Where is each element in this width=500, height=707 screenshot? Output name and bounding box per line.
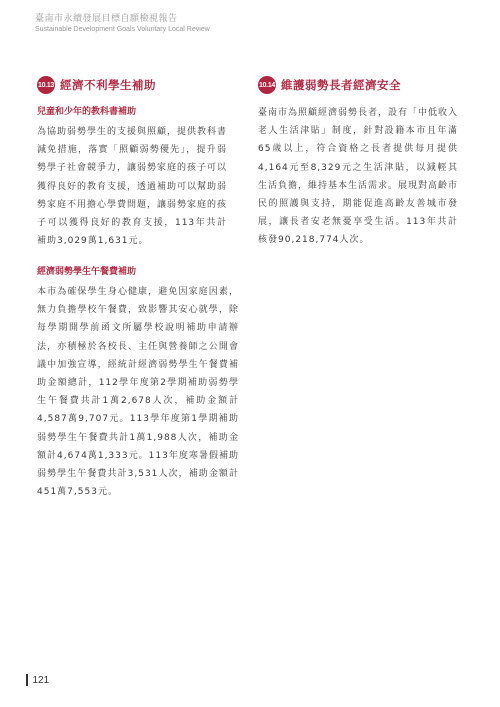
report-title: 臺南市永續發展目標自願檢視報告 <box>35 14 178 24</box>
paragraph-elderly: 臺南市為照顧經濟弱勢長者，設有「中低收入老人生活津貼」制度，針對設籍本市且年滿65歲以上，符合資格之長者提供每月提供4,164元至8,329元之生活津貼，以減輕其生活負擔，維持基本生活需求。展現對高齡市民的照護與支持，期能促進高齡友善城市發展，讓長者安老無憂享受生活。113年共計核發90,218,774人次。 <box>258 108 459 246</box>
section-number-badge: 10.14 <box>258 76 276 94</box>
paragraph-lunch: 本市為確保學生身心健康，避免因家庭因素，無力負擔學校午餐費，致影響其安心就學，除每學期開學前函文所屬學校說明補助申請辦法，亦積極於各校長、主任與營養師之公開會議中加強宣導，經統計經濟弱勢學生午餐費補助金額總計，112學年度第2學期補助弱勢學生午餐費共計1萬2,678人次，補助金額計4,587萬9,707元。113學年度第1學期補助弱勢學生午餐費共計1萬1,988人次，補助金額計4,674萬1,333元。113年度寒暑假補助弱勢學生午餐費共計3,531人次，補助金額計451萬7,553元。 <box>37 287 239 498</box>
subsection-title-textbook: 兒童和少年的教科書補助 <box>37 107 137 117</box>
section-heading-10-13 <box>37 74 227 96</box>
right-column <box>258 74 458 250</box>
subsection-title-lunch: 經濟弱勢學生午餐費補助 <box>37 267 137 277</box>
paragraph-textbook: 為協助弱勢學生的支援與照顧，提供教科書減免措施，落實「照顧弱勢優先」，提升弱勢學子社會競爭力，讓弱勢家庭的孩子可以獲得良好的教育支援，透過補助可以幫助弱勢家庭不用擔心學費問題，讓弱勢家庭的孩子可以獲得良好的教育支援，113年共計補助3,029萬1,631元。 <box>37 127 228 247</box>
footer-divider <box>26 674 28 686</box>
left-column <box>37 74 227 250</box>
page-footer <box>26 674 49 686</box>
section-number-badge: 10.13 <box>37 76 55 94</box>
section-heading-10-14 <box>258 74 458 96</box>
report-subtitle: Sustainable Development Goals Voluntary Local Review <box>35 26 210 33</box>
section-title: 經濟不利學生補助 <box>60 78 156 92</box>
page-number: 121 <box>32 674 50 686</box>
page-header <box>35 13 475 35</box>
lunch-subsection <box>37 264 239 501</box>
section-title: 維護弱勢長者經濟安全 <box>281 78 401 92</box>
